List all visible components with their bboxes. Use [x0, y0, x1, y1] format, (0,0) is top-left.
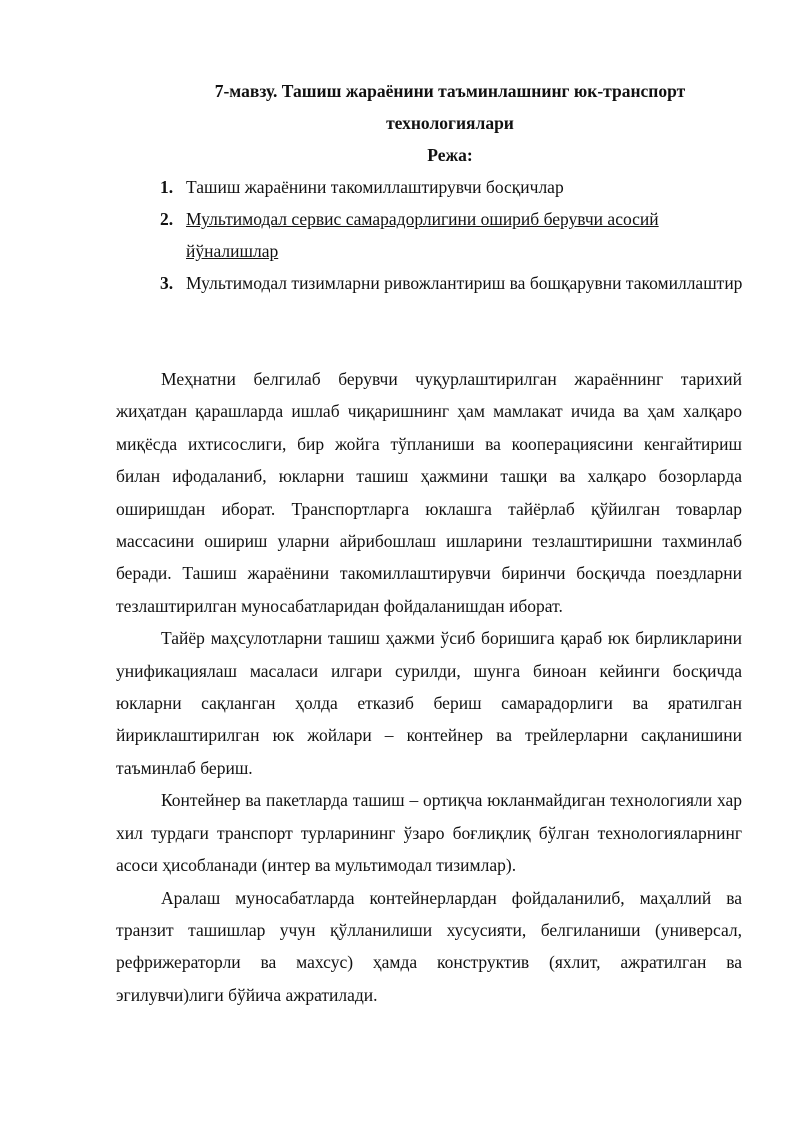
plan-item-number: 3.	[160, 273, 174, 293]
paragraph: Меҳнатни белгилаб берувчи чуқурлаштирилган жараённинг тарихий жиҳатдан қарашларда ишлаб чиқаришнинг ҳам мамлакат ичида ва ҳам халқаро миқёсда ихтисослиги, бир жойга тўпланиши ва кооперациясини кенгайтириш билан ифодаланиб, юкларни ташиш ҳажмини ташқи ва халқаро бозорларда оширишдан иборат. Транспортларга юклашга тайёрлаб қўйилган товарлар массасини ошириш уларни айрибошлаш ишларини тезлаштиришни тахминлаб беради. Ташиш жараёнини такомиллаштирувчи биринчи босқичда поездларни тезлаштирилган муносабатларидан фойдаланишдан иборат.	[116, 369, 742, 616]
plan-item-2	[160, 203, 750, 267]
plan-item-number: 1.	[160, 177, 174, 197]
plan-item-3	[160, 267, 750, 299]
plan-heading: Режа:	[427, 145, 473, 165]
paragraph: Контейнер ва пакетларда ташиш – ортиқча юкланмайдиган технологияли хар хил турдаги транспорт турларининг ўзаро боғлиқлиқ бўлган технологияларнинг асоси ҳисобланади (интер ва мультимодал тизимлар).	[116, 790, 742, 876]
plan-item-text: Мультимодал сервис самарадорлигини ошириб берувчи асосий йўналишлар	[186, 209, 659, 261]
paragraph: Аралаш муносабатларда контейнерлардан фойдаланилиб, маҳаллий ва транзит ташишлар учун қўлланилиши хусусияти, белгиланиши (универсал, рефрижераторли ва махсус) ҳамда конструктив (яхлит, ажратилган ва эгилувчи)лиги бўйича ажратилади.	[116, 887, 742, 1005]
plan-list	[160, 171, 750, 299]
plan-item-text: Мультимодал тизимларни ривожлантириш ва бошқарувни такомиллаштир	[186, 273, 743, 293]
plan-item-number: 2.	[160, 209, 174, 229]
title-line-2: технологиялари	[386, 113, 514, 133]
body-text	[116, 363, 742, 1011]
document-title	[150, 75, 750, 139]
plan-item-1	[160, 171, 750, 203]
paragraph: Тайёр маҳсулотларни ташиш ҳажми ўсиб боришига қараб юк бирликларини унификациялаш масаласи илгари сурилди, шунга биноан кейинги босқичда юкларни сақланган ҳолда етказиб бериш самарадорлиги ва яратилган йириклаштирилган юк жойлари – контейнер ва трейлерларни сақланишини таъминлаб бериш.	[116, 628, 742, 778]
plan-item-text: Ташиш жараёнини такомиллаштирувчи босқичлар	[186, 177, 564, 197]
title-line-1: 7-мавзу. Ташиш жараёнини таъминлашнинг юк-транспорт	[214, 81, 686, 101]
